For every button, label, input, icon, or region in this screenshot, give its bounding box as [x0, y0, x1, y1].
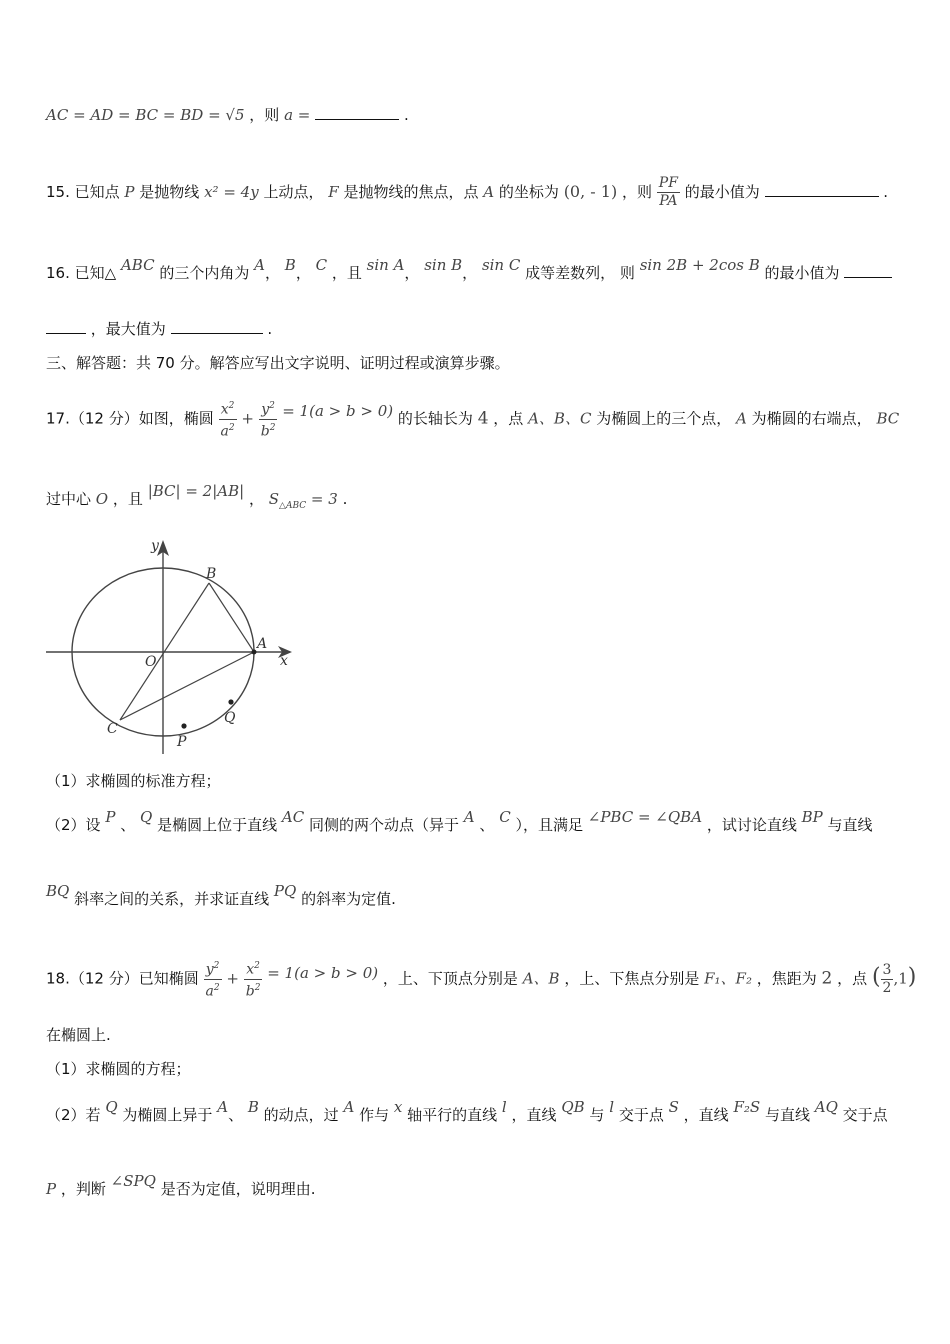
q16-line-1: 16. 已知△ ABC 的三个内角为 A， B， C ，且 sin A， sin B， sin C 成等差数列， 则 sin 2B + 2cos B 的最小值为: [46, 262, 892, 284]
q17-sub2-h: 的斜率为定值.: [301, 890, 396, 908]
q18-text-3: ，焦距为: [756, 969, 817, 988]
q18-text-2: ，上、下焦点分别是: [564, 969, 700, 988]
label-q: Q: [224, 710, 236, 726]
q14-var: a =: [284, 106, 311, 124]
q17-angle: ∠PBC = ∠QBA: [587, 808, 703, 826]
q16-min-blank-b: [46, 319, 86, 334]
label-o: O: [145, 654, 157, 670]
q18-text-4: ，点: [837, 969, 868, 988]
q16-sin-b: sin B: [424, 256, 463, 274]
q15-parabola: x² = 4y: [204, 183, 259, 201]
q18-text-1: ，上、下顶点分别是: [382, 969, 518, 988]
q17-sub-2-line-2: [46, 882, 396, 910]
q15-f: F: [328, 183, 339, 201]
q16-a: A: [254, 256, 265, 274]
q16-line-2: [46, 318, 272, 340]
q17-sep-2: 、: [479, 816, 495, 834]
q17-bq: BQ: [46, 882, 70, 900]
q17-text-2: ，点: [493, 409, 524, 428]
q16-c: C: [315, 256, 328, 274]
q18-b: B: [247, 1098, 259, 1116]
q15-text-4: 的坐标为: [498, 183, 559, 201]
q17-sub2-d: ），且满足: [515, 816, 583, 834]
q17-line-2: [46, 482, 348, 517]
q17-condition: = 1(a > b > 0): [282, 401, 394, 420]
q17-o: O: [95, 490, 109, 508]
q18-sub2-f: ，直线: [511, 1106, 557, 1124]
q16-text-4: 的最小值为: [764, 264, 840, 282]
q17-text-1: 的长轴长为: [397, 409, 473, 428]
q18-sub-2-line-1: （2）若 Q 为椭圆上异于 A、 B 的动点，过 A 作与 x 轴平行的直线 l ，直线 QB 与 l 交于点 S ，直线 F₂S 与直线 AQ 交于点: [46, 1098, 888, 1124]
q17-area: [268, 490, 338, 511]
q17-l2-b: ，且: [112, 490, 143, 508]
q18-condition: = 1(a > b > 0): [267, 963, 379, 982]
q17-text-4: 为椭圆的右端点，: [751, 409, 872, 428]
q17-sub2-g: 斜率之间的关系，并求证直线: [74, 890, 270, 908]
q17-p: P: [105, 808, 116, 826]
q17-sub2-c: 同侧的两个动点（异于: [308, 816, 459, 834]
q17-bc: BC: [876, 409, 900, 428]
q18-l-2: l: [609, 1098, 615, 1116]
label-b: B: [206, 566, 217, 582]
q15-coord: (0, - 1): [563, 182, 618, 201]
q17-l2-a: 过中心: [46, 490, 92, 508]
q17-sub2-e: ，试讨论直线: [706, 816, 797, 834]
q18-sub2-c: 的动点，过: [263, 1106, 339, 1124]
q18-s: S: [668, 1098, 679, 1116]
q16-min-blank-a: [844, 263, 892, 278]
q15-p: P: [124, 183, 135, 201]
q16-b: B: [284, 256, 296, 274]
q15-text-6: 的最小值为: [684, 183, 760, 201]
q18-sub2-b: 为椭圆上异于: [122, 1106, 213, 1124]
q18-point-y: ,1: [893, 969, 908, 988]
q18-sub2-e: 轴平行的直线: [407, 1106, 498, 1124]
q15-text-3: 是抛物线的焦点，点: [343, 183, 479, 201]
segment-ba: [209, 583, 254, 652]
q17-area-sub: △ABC: [279, 501, 307, 511]
q14-tail: [46, 104, 409, 126]
q17-relation: |BC| = 2|AB|: [147, 482, 245, 500]
q16-text-3: 成等差数列， 则: [525, 264, 635, 282]
q18-aq: AQ: [814, 1098, 838, 1116]
q15-text-1: 是抛物线: [139, 183, 200, 201]
q18-frac-y: $\frac{y^2}{a^2}$: [204, 958, 222, 1000]
q18-a-2: A: [343, 1098, 355, 1116]
q18-l4-b: 是否为定值，说明理由.: [160, 1180, 316, 1198]
point-a: [252, 650, 257, 655]
q18-frac-x: $\frac{x^2}{b^2}$: [244, 958, 263, 1000]
point-p: [181, 723, 186, 728]
q16-max-blank: [171, 319, 263, 334]
q15-ratio-den: PA: [659, 193, 678, 209]
q16-expr: sin 2B + 2cos B: [639, 256, 760, 274]
q17-area-val: = 3: [310, 490, 338, 508]
label-x: x: [280, 653, 288, 669]
q15-line: [46, 175, 888, 210]
q17-line-1: 17.（12 分）如图，椭圆 $\frac{x^2}{a^2}$ + $\frac{y^2}{b^2}$ = 1(a > b > 0) 的长轴长为 4 ，点 A、B、C 为椭圆上的三个点， A 为椭圆的右端点， BC: [46, 398, 899, 440]
q17-number: 17.（12 分）如图，椭圆: [46, 409, 214, 428]
q17-bp: BP: [801, 808, 823, 826]
label-p: P: [177, 734, 187, 750]
q17-sub2-a-point: A: [463, 808, 475, 826]
q18-line-1: 18.（12 分）已知椭圆 $\frac{y^2}{a^2}$ + $\frac{x^2}{b^2}$ = 1(a > b > 0) ，上、下顶点分别是 A、B ，上、下焦点分别是 F₁、F₂ ，焦距为 2 ，点 ( $\frac{3}{2}$ ,1): [46, 958, 916, 1000]
q18-qb: QB: [561, 1098, 585, 1116]
q15-text-5: ，则: [621, 183, 652, 201]
q18-sub2-j: 与直线: [764, 1106, 810, 1124]
q17-l2-c: ，: [248, 490, 264, 508]
q16-end: .: [267, 320, 273, 338]
q18-sub2-d: 作与: [359, 1106, 390, 1124]
q18-l4-a: ，判断: [60, 1180, 106, 1198]
q18-sub2-a: （2）若: [46, 1106, 101, 1124]
q18-focal-distance: 2: [821, 968, 833, 989]
q18-point-x: [881, 962, 894, 997]
label-a: A: [257, 636, 268, 652]
q18-p: P: [46, 1180, 57, 1198]
q17-q: Q: [140, 808, 153, 826]
label-c: C: [107, 721, 118, 737]
q18-sub2-k: 交于点: [842, 1106, 888, 1124]
q17-points: A、B、C: [528, 409, 592, 428]
q18-l: l: [501, 1098, 507, 1116]
q18-ab: A、B: [522, 969, 560, 988]
q16-abc: ABC: [120, 256, 155, 274]
q17-sub2-c-point: C: [499, 808, 511, 826]
q16-text-2: ，且: [331, 264, 362, 282]
q17-end: .: [342, 490, 348, 508]
section-3-heading: 三、解答题：共 70 分。解答应写出文字说明、证明过程或演算步骤。: [46, 354, 510, 372]
q14-equal-chain: AC = AD = BC = BD = √5: [46, 106, 245, 124]
q18-sub-2-line-2: [46, 1172, 316, 1200]
q18-q: Q: [105, 1098, 118, 1116]
q15-end: .: [883, 183, 889, 201]
q17-ac: AC: [281, 808, 305, 826]
q18-foci: F₁、F₂: [704, 969, 752, 988]
q15-ratio: [657, 175, 680, 210]
q17-a: A: [736, 409, 747, 428]
q16-text-5: ，最大值为: [90, 320, 166, 338]
q17-area-s: S: [268, 490, 280, 508]
q18-sub2-h: 交于点: [618, 1106, 664, 1124]
q17-sub-1: （1）求椭圆的标准方程；: [46, 772, 221, 790]
q15-ratio-num: PF: [658, 175, 678, 191]
q17-sub2-a: （2）设: [46, 816, 101, 834]
q18-point: (: [871, 964, 881, 990]
q16-number: 16. 已知△: [46, 264, 117, 282]
q18-point-x-den: 2: [882, 979, 892, 996]
q16-sin-a: sin A: [366, 256, 405, 274]
q17-frac-x: $\frac{x^2}{a^2}$: [219, 398, 237, 440]
point-q: [228, 699, 233, 704]
q14-answer-blank: [315, 105, 399, 120]
q14-then: ，则: [249, 106, 280, 124]
q17-length: 4: [477, 408, 489, 429]
q18-a: A: [217, 1098, 229, 1116]
q17-sub2-f: 与直线: [827, 816, 873, 834]
q18-line-2: 在椭圆上.: [46, 1026, 111, 1044]
q18-point-x-num: 3: [882, 961, 892, 978]
q17-sub2-b: 是椭圆上位于直线: [157, 816, 278, 834]
q17-ellipse-figure: [40, 530, 310, 760]
q14-end: .: [403, 106, 409, 124]
q17-sub-2-line-1: [46, 808, 873, 836]
q15-text-2: 上动点，: [263, 183, 324, 201]
q18-x: x: [393, 1098, 403, 1116]
q15-number: 15. 已知点: [46, 183, 120, 201]
q18-sub2-i: ，直线: [683, 1106, 729, 1124]
q18-number: 18.（12 分）已知椭圆: [46, 969, 199, 988]
label-y: y: [151, 538, 159, 554]
q18-f2s: F₂S: [733, 1098, 761, 1116]
q17-pq: PQ: [273, 882, 297, 900]
q15-a: A: [483, 183, 495, 201]
q18-sub2-g: 与: [589, 1106, 605, 1124]
q18-sub-1: （1）求椭圆的方程；: [46, 1060, 191, 1078]
q17-frac-y: $\frac{y^2}{b^2}$: [259, 398, 278, 440]
q18-angle: ∠SPQ: [110, 1172, 156, 1190]
q17-text-3: 为椭圆上的三个点，: [596, 409, 732, 428]
q17-sep-1: 、: [120, 816, 136, 834]
q16-sin-c: sin C: [481, 256, 521, 274]
q15-answer-blank: [765, 182, 879, 197]
q16-text-1: 的三个内角为: [159, 264, 250, 282]
